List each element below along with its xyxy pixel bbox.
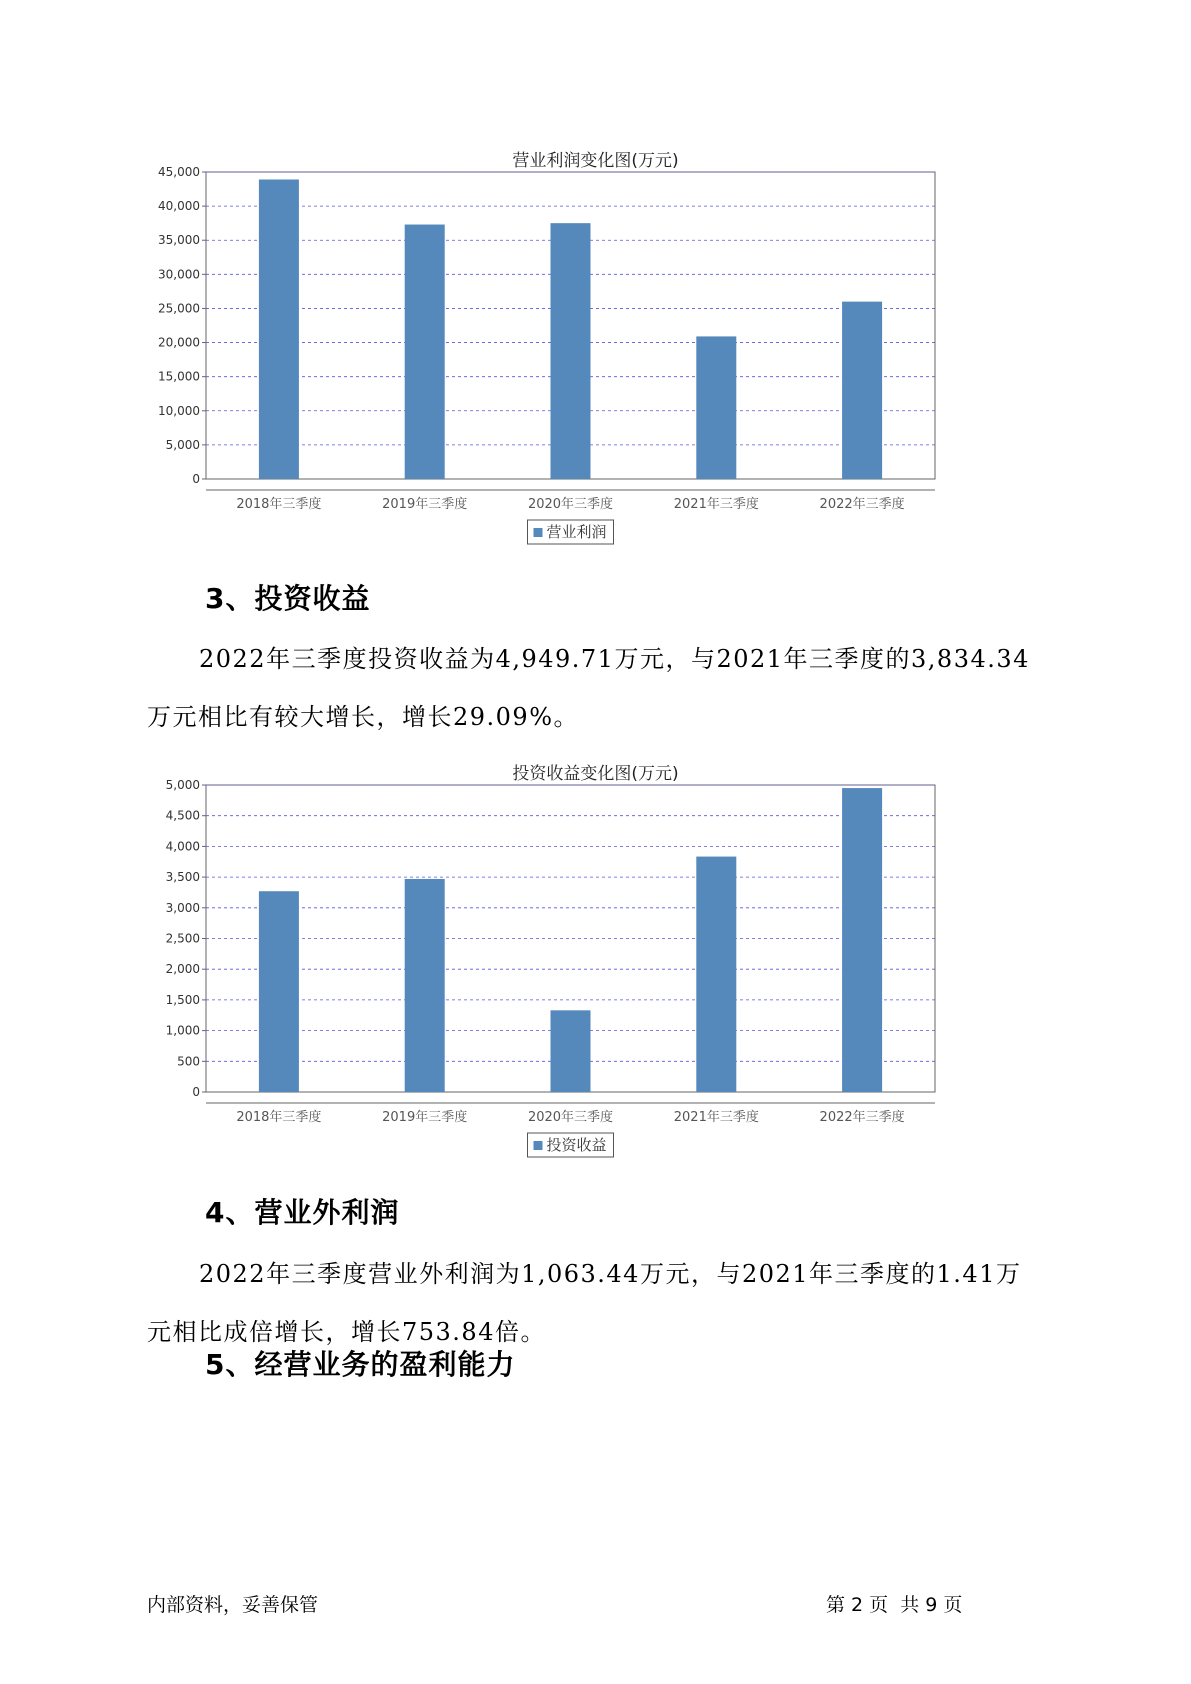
section-3-line-1-text: 2022年三季度投资收益为4,949.71万元，与2021年三季度的3,834.34 <box>199 645 1030 673</box>
legend-label: 投资收益 <box>546 1136 607 1154</box>
y-tick-label: 1,500 <box>165 992 200 1007</box>
footer-page-number: 第 2 页 共 9 页 <box>826 1594 963 1616</box>
x-tick-label: 2019年三季度 <box>382 497 468 512</box>
bar-2018年三季度 <box>259 891 299 1092</box>
section-3-heading: 3、投资收益 <box>205 582 371 615</box>
x-tick-label: 2022年三季度 <box>819 497 905 512</box>
y-tick-label: 0 <box>192 472 200 486</box>
y-tick-label: 45,000 <box>158 165 200 179</box>
legend-label: 营业利润 <box>546 523 607 541</box>
y-tick-label: 20,000 <box>158 335 200 350</box>
x-tick-label: 2018年三季度 <box>236 1110 322 1125</box>
bar-2021年三季度 <box>696 336 736 479</box>
y-tick-label: 30,000 <box>158 267 200 282</box>
y-tick-label: 4,000 <box>165 839 200 854</box>
y-tick-label: 5,000 <box>165 778 200 792</box>
y-tick-label: 10,000 <box>158 403 200 418</box>
y-tick-label: 25,000 <box>158 301 200 316</box>
bar-2022年三季度 <box>842 302 882 479</box>
investment-income-bar-chart <box>150 778 1050 1183</box>
footer-confidential-note: 内部资料，妥善保管 <box>147 1594 319 1616</box>
y-tick-label: 35,000 <box>158 233 200 248</box>
chart-title-investment-income: 投资收益变化图(万元) <box>512 764 679 784</box>
y-tick-label: 4,500 <box>165 808 200 823</box>
bar-2020年三季度 <box>551 1010 591 1092</box>
x-tick-label: 2020年三季度 <box>527 1110 614 1125</box>
section-4-line-2: 元相比成倍增长，增长753.84倍。 <box>147 1318 546 1346</box>
section-4-heading: 4、营业外利润 <box>205 1196 400 1229</box>
bar-2021年三季度 <box>696 857 736 1092</box>
x-tick-label: 2020年三季度 <box>527 497 614 512</box>
chart-title-operating-profit: 营业利润变化图(万元) <box>512 151 679 171</box>
y-tick-label: 3,500 <box>165 870 200 885</box>
bar-2018年三季度 <box>259 180 299 479</box>
bar-2019年三季度 <box>405 879 445 1092</box>
y-tick-label: 2,000 <box>165 962 200 977</box>
y-tick-label: 1,000 <box>165 1023 200 1038</box>
section-4-line-1 <box>147 1245 1047 1303</box>
section-3-line-1 <box>147 630 1047 688</box>
bar-2019年三季度 <box>405 225 445 479</box>
section-3-line-2: 万元相比有较大增长，增长29.09%。 <box>147 703 580 731</box>
x-tick-label: 2019年三季度 <box>382 1110 468 1125</box>
y-tick-label: 40,000 <box>158 199 200 214</box>
chart-legend <box>528 520 614 544</box>
x-tick-label: 2022年三季度 <box>819 1110 905 1125</box>
section-3-paragraph <box>147 630 1047 746</box>
y-tick-label: 5,000 <box>165 437 200 452</box>
y-tick-label: 0 <box>192 1085 200 1099</box>
x-tick-label: 2021年三季度 <box>673 1110 759 1125</box>
y-tick-label: 500 <box>177 1054 200 1069</box>
y-tick-label: 3,000 <box>165 900 200 915</box>
operating-profit-bar-chart <box>150 165 1050 570</box>
section-5-heading: 5、经营业务的盈利能力 <box>205 1348 516 1381</box>
y-tick-label: 15,000 <box>158 369 200 384</box>
chart-legend <box>528 1133 614 1157</box>
y-tick-label: 2,500 <box>165 931 200 946</box>
bar-2022年三季度 <box>842 788 882 1092</box>
x-tick-label: 2018年三季度 <box>236 497 322 512</box>
x-tick-label: 2021年三季度 <box>673 497 759 512</box>
bar-2020年三季度 <box>551 223 591 479</box>
legend-swatch <box>534 528 543 537</box>
section-4-line-1-text: 2022年三季度营业外利润为1,063.44万元，与2021年三季度的1.41万 <box>199 1260 1022 1288</box>
legend-swatch <box>534 1141 543 1150</box>
